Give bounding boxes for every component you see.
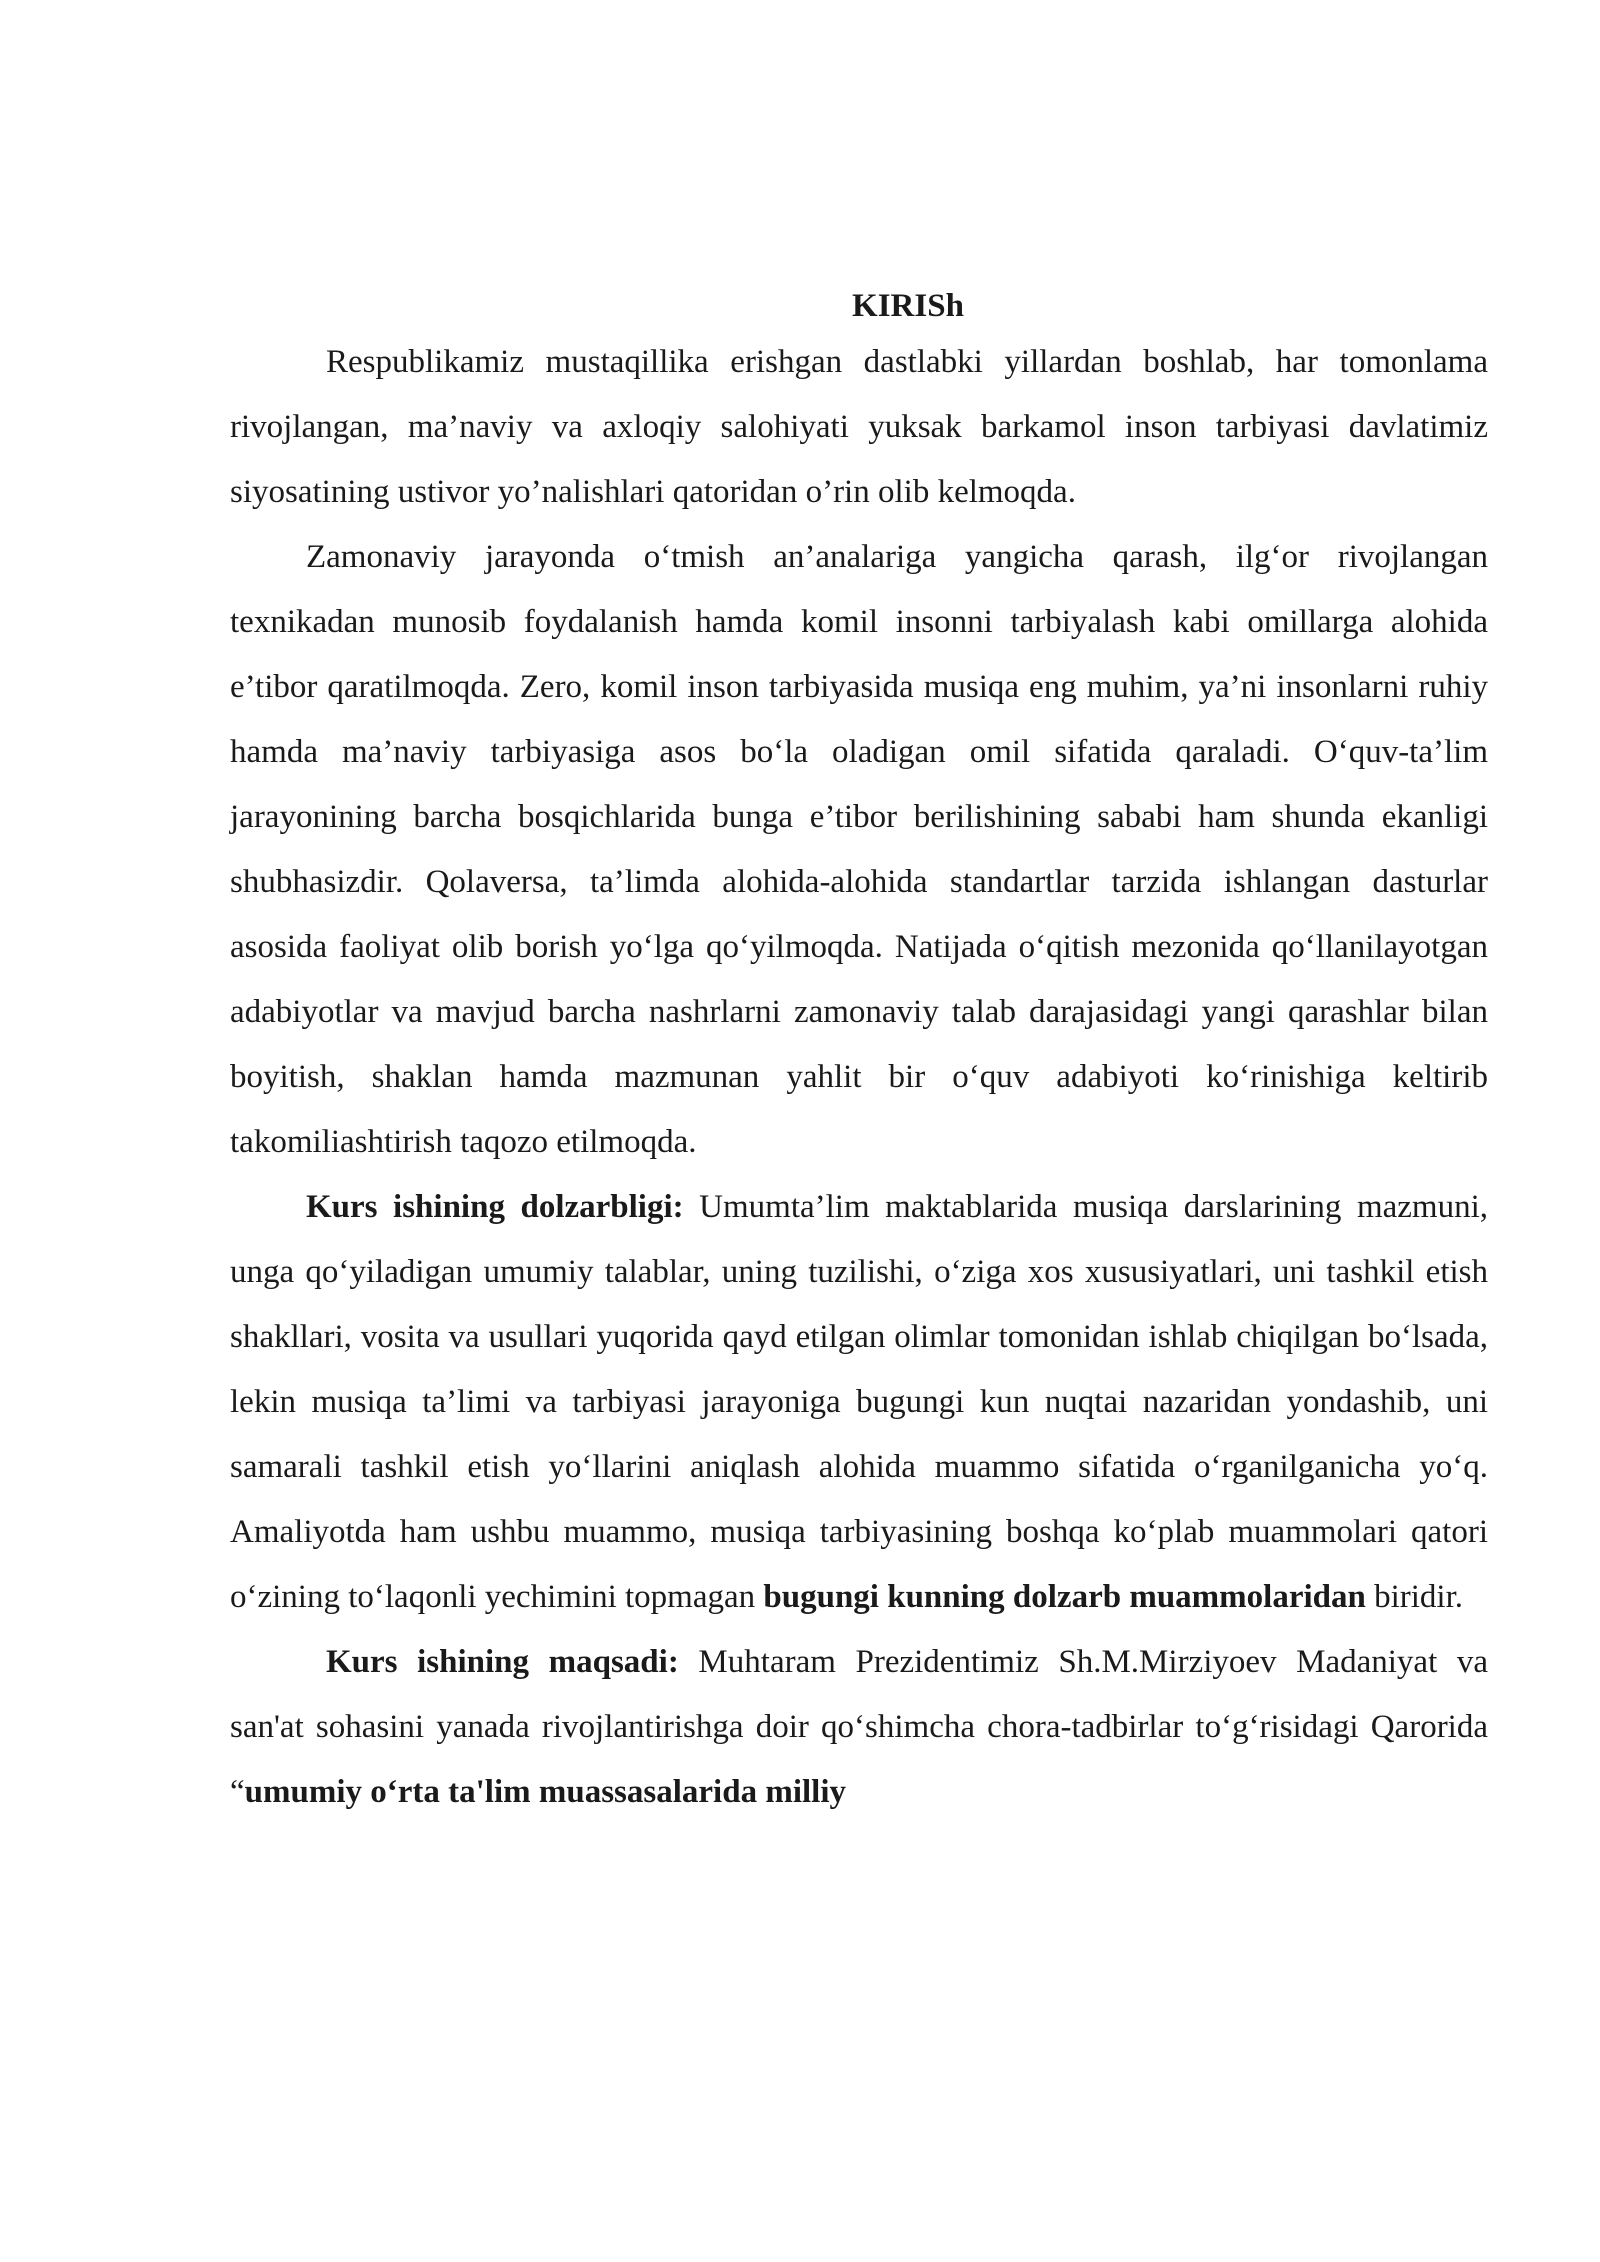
goal-text: Muhtaram Prezidentimiz Sh.M.Mirziyoev Madaniyat va san'at sohasini yanada rivojlantirishga doir qo‘shimcha chora-tadbirlar to‘g‘risidagi Qarorida “ [230,1644,1488,1810]
relevance-emphasis: bugungi kunning dolzarb muammolaridan [763,1579,1366,1615]
context-paragraph: Zamonaviy jarayonda o‘tmish an’analariga yangicha qarash, ilg‘or rivojlangan texnikadan munosib foydalanish hamda komil insonni tarbiyalash kabi omillarga alohida e’tibor qaratilmoqda. Zero, komil inson tarbiyasida musiqa eng muhim, ya’ni insonlarni ruhiy hamda ma’naviy tarbiyasiga asos bo‘la oladigan omil sifatida qaraladi. O‘quv-ta’lim jarayonining barcha bosqichlarida bunga e’tibor berilishining sababi ham shunda ekanligi shubhasizdir. Qolaversa, ta’limda alohida-alohida standartlar tarzida ishlangan dasturlar asosida faoliyat olib borish yo‘lga qo‘yilmoqda. Natijada o‘qitish mezonida qo‘llanilayotgan adabiyotlar va mavjud barcha nashrlarni zamonaviy talab darajasidagi yangi qarashlar bilan boyitish, shaklan hamda mazmunan yahlit bir o‘quv adabiyoti ko‘rinishiga keltirib takomiliashtirish taqozo etilmoqda. [230,539,1488,1160]
document-page [230,282,1488,1825]
goal-emphasis: umumiy o‘rta ta'lim muassasalarida milliy [244,1774,846,1810]
relevance-text: Umumta’lim maktablarida musiqa darslarining mazmuni, unga qo‘yiladigan umumiy talablar, uning tuzilishi, o‘ziga xos xususiyatlari, uni tashkil etish shakllari, vosita va usullari yuqorida qayd etilgan olimlar tomonidan ishlab chiqilgan bo‘lsada, lekin musiqa ta’limi va tarbiyasi jarayoniga bugungi kun nuqtai nazaridan yondashib, uni samarali tashkil etish yo‘llarini aniqlash alohida muammo sifatida o‘rganilganicha yo‘q. Amaliyotda ham ushbu muammo, musiqa tarbiyasining boshqa ko‘plab muammolari qatori o‘zining to‘laqonli yechimini topmagan [230,1189,1488,1615]
page-title: KIRISh [852,288,964,324]
goal-paragraph [230,1630,1488,1825]
relevance-paragraph [230,1175,1488,1630]
goal-label: Kurs ishining maqsadi: [326,1644,679,1680]
relevance-end: biridir. [1365,1579,1464,1615]
relevance-label: Kurs ishining dolzarbligi: [306,1189,684,1225]
intro-paragraph: Respublikamiz mustaqillika erishgan dastlabki yillardan boshlab, har tomonlama rivojlangan, ma’naviy va axloqiy salohiyati yuksak barkamol inson tarbiyasi davlatimiz siyosatining ustivor yo’nalishlari qatoridan o’rin olib kelmoqda. [230,344,1488,510]
